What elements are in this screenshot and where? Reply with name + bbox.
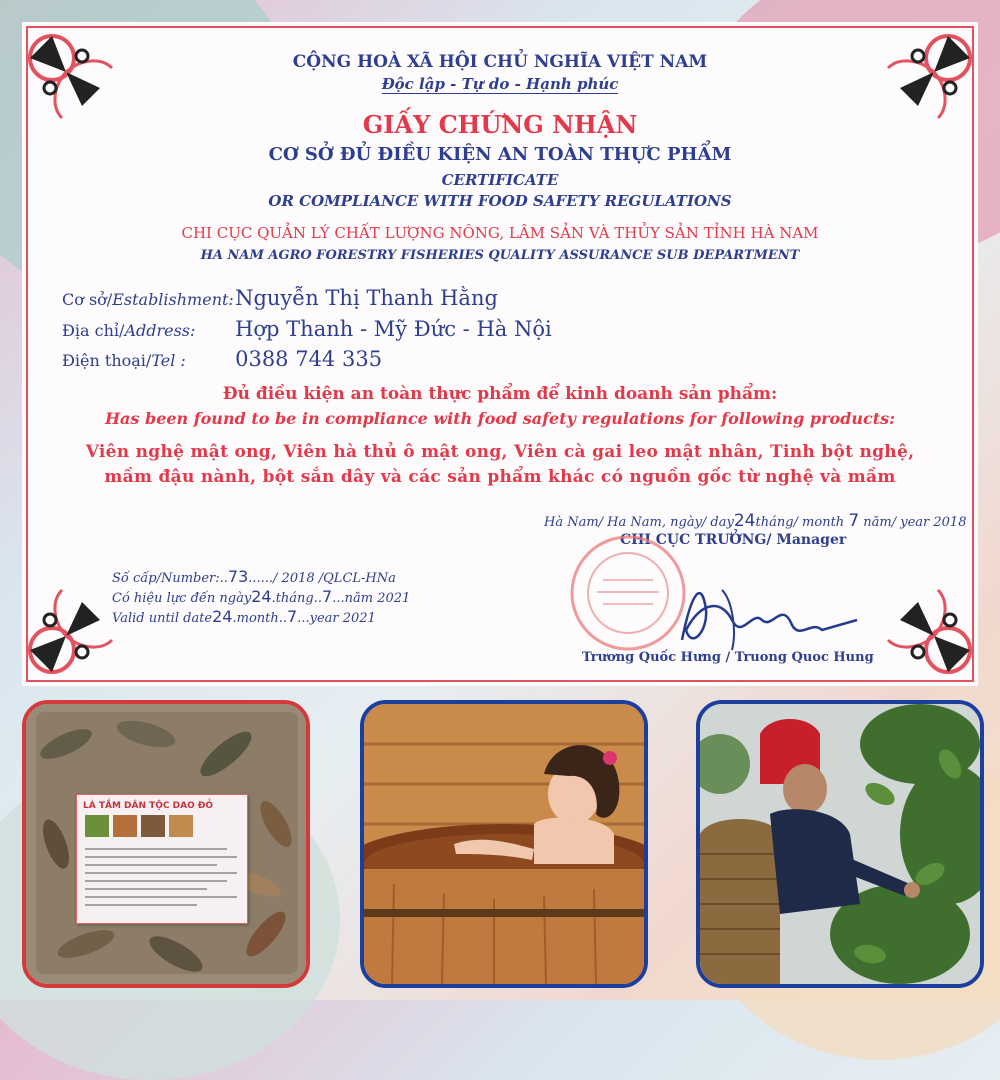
certificate-title: GIẤY CHỨNG NHẬN [362, 110, 638, 139]
herb-package-photo [22, 700, 310, 988]
qualification-statement: Đủ điều kiện an toàn thực phẩm để kinh doanh sản phẩm: [222, 384, 778, 404]
product-list-line: Viên nghệ mật ong, Viên hà thủ ô mật ong, Viên cà gai leo mật nhân, Tinh bột nghệ, [85, 442, 915, 462]
establishment-row [62, 286, 498, 310]
signer-name: Trương Quốc Hưng / Truong Quoc Hung [582, 650, 874, 665]
certificate-number: Số cấp/Number:..73....../ 2018 /QLCL-HNa [112, 567, 396, 586]
tel-row [62, 347, 382, 371]
product-list-line: mầm đậu nành, bột sắn dây và các sản phẩm khác có nguồn gốc từ nghệ và mầm [104, 467, 896, 487]
address-row [62, 317, 552, 341]
valid-until-en: Valid until date24.month..7...year 2021 [112, 607, 376, 626]
package-label-title: LÁ TẮM DÂN TỘC DAO ĐỎ [83, 801, 214, 811]
valid-until-vi: Có hiệu lực đến ngày24.tháng..7...năm 2021 [112, 587, 411, 606]
package-label-art [77, 795, 247, 923]
corner-ornament-icon [22, 584, 118, 680]
certificate-subtitle: CƠ SỞ ĐỦ ĐIỀU KIỆN AN TOÀN THỰC PHẨM [268, 144, 732, 165]
national-motto: Độc lập - Tự do - Hạnh phúc [381, 75, 619, 93]
herbal-bath-photo [360, 700, 648, 988]
issue-date: Hà Nam/ Ha Nam, ngày/ day24tháng/ month 7 năm/ year 2018 [544, 511, 967, 531]
establishment-label: Cơ sở/Establishment: [62, 290, 234, 309]
harvesting-photo [696, 700, 984, 988]
signature-icon [662, 570, 862, 660]
issuer-name-en: HA NAM AGRO FORESTRY FISHERIES QUALITY ASSURANCE SUB DEPARTMENT [200, 248, 800, 263]
tel-value: 0388 744 335 [235, 347, 383, 371]
establishment-value: Nguyễn Thị Thanh Hằng [235, 286, 498, 310]
address-label: Địa chỉ/Address: [62, 321, 196, 340]
address-value: Hợp Thanh - Mỹ Đức - Hà Nội [235, 317, 552, 341]
qualification-statement-en: Has been found to be in compliance with food safety regulations for following products: [104, 409, 896, 428]
corner-ornament-icon [882, 584, 978, 680]
food-safety-certificate [22, 22, 978, 686]
harvest-illustration [700, 704, 980, 984]
manager-title: CHI CỤC TRƯỞNG/ Manager [620, 532, 847, 548]
certificate-subtitle-en: OR COMPLIANCE WITH FOOD SAFETY REGULATIONS [268, 192, 732, 210]
bath-tub-illustration [364, 704, 644, 984]
package-label [76, 794, 248, 924]
republic-heading: CỘNG HOÀ XÃ HỘI CHỦ NGHĨA VIỆT NAM [292, 52, 708, 72]
issuer-name: CHI CỤC QUẢN LÝ CHẤT LƯỢNG NÔNG, LÂM SẢN VÀ THỦY SẢN TỈNH HÀ NAM [181, 224, 819, 242]
certificate-number-block [112, 568, 410, 628]
tel-label: Điện thoại/Tel : [62, 351, 186, 370]
certificate-title-en: CERTIFICATE [441, 171, 559, 189]
